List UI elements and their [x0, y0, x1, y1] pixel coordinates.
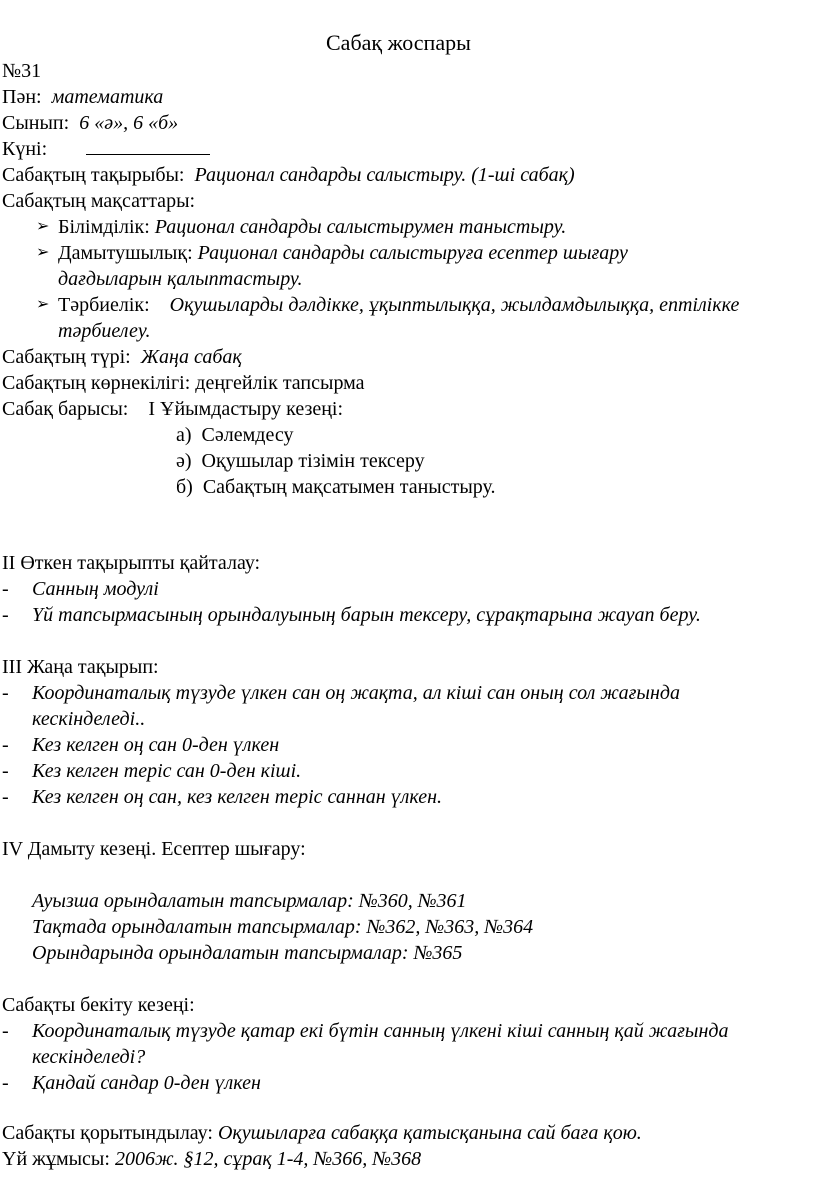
- list-item: Кез келген оң сан, кез келген теріс саннан үлкен.: [32, 786, 443, 808]
- list-marker: б): [176, 476, 193, 498]
- list-dash: -: [2, 604, 9, 626]
- list-item: Кез келген теріс сан 0-ден кіші.: [32, 760, 302, 782]
- lesson-number: №31: [2, 60, 42, 82]
- topic-value: Рационал сандарды салыстыру. (1-ші сабақ): [194, 164, 575, 186]
- subject-label: Пән:: [2, 86, 42, 108]
- homework-label: Үй жұмысы:: [2, 1148, 110, 1170]
- arrow-bullet-icon: ➢: [36, 218, 50, 235]
- list-dash: -: [2, 786, 9, 808]
- arrow-bullet-icon: ➢: [36, 244, 50, 261]
- homework-row: [2, 1146, 421, 1172]
- list-text: Сәлемдесу: [201, 424, 294, 446]
- grade-row: [2, 110, 178, 136]
- grade-value: 6 «ә», 6 «б»: [79, 112, 179, 134]
- list-dash: -: [2, 734, 9, 756]
- arrow-bullet-icon: ➢: [36, 296, 50, 313]
- goals-heading: Сабақтың мақсаттары:: [2, 190, 196, 212]
- list-item: Үй тапсырмасының орындалуының барын тексеру, сұрақтарына жауап беру.: [32, 604, 701, 626]
- task-line: Ауызша орындалатын тапсырмалар: №360, №361: [32, 890, 467, 912]
- homework-value: 2006ж. §12, сұрақ 1-4, №366, №368: [114, 1148, 422, 1170]
- visuals-row: [2, 370, 365, 396]
- date-blank-line: [86, 136, 210, 155]
- visuals-label: Сабақтың көрнекілігі:: [2, 372, 191, 394]
- list-item-cont: кескінделеді?: [32, 1046, 146, 1068]
- list-dash: -: [2, 1072, 9, 1094]
- lesson-type-row: [2, 344, 242, 370]
- list-marker: ә): [176, 450, 192, 472]
- section4-heading: IV Дамыту кезеңі. Есептер шығару:: [2, 838, 306, 860]
- topic-row: [2, 162, 575, 188]
- summary-value: Оқушыларға сабаққа қатысқанына сай баға қою.: [217, 1122, 642, 1144]
- task-line: Тақтада орындалатын тапсырмалар: №362, №363, №364: [32, 916, 534, 938]
- list-dash: -: [2, 578, 9, 600]
- subject-value: математика: [51, 86, 164, 108]
- date-label: Күні:: [2, 138, 48, 160]
- task-line: Орындарында орындалатын тапсырмалар: №365: [32, 942, 463, 964]
- list-item: Санның модулі: [32, 578, 159, 600]
- section2-heading: II Өткен тақырыпты қайталау:: [2, 552, 261, 574]
- list-dash: -: [2, 1020, 9, 1042]
- goal-upbringing-text-cont: тәрбиелеу.: [58, 320, 151, 342]
- goal-upbringing-text: Оқушыларды дәлдікке, ұқыптылыққа, жылдамдылыққа, ептілікке: [169, 294, 740, 316]
- list-item-cont: кескінделеді..: [32, 708, 146, 730]
- goal-development-label: Дамытушылық:: [58, 242, 193, 264]
- goal-knowledge-label: Білімділік:: [58, 216, 150, 238]
- visuals-value: деңгейлік тапсырма: [195, 372, 365, 394]
- goal-knowledge: [58, 214, 566, 240]
- progress-label: Сабақ барысы:: [2, 398, 129, 420]
- list-item: Кез келген оң сан 0-ден үлкен: [32, 734, 280, 756]
- stage1-heading: I Ұйымдастыру кезеңі:: [148, 398, 344, 420]
- goal-development-text-cont: дағдыларын қалыптастыру.: [58, 268, 303, 290]
- consolidation-heading: Сабақты бекіту кезеңі:: [2, 994, 195, 1016]
- lesson-type-label: Сабақтың түрі:: [2, 346, 131, 368]
- list-item: [176, 422, 293, 448]
- list-dash: -: [2, 760, 9, 782]
- list-marker: а): [176, 424, 192, 446]
- list-dash: -: [2, 682, 9, 704]
- goal-upbringing: [58, 292, 739, 318]
- list-item: Координаталық түзуде үлкен сан оң жақта, ал кіші сан оның сол жағында: [32, 682, 681, 704]
- list-item: Қандай сандар 0-ден үлкен: [32, 1072, 261, 1094]
- summary-row: [2, 1120, 642, 1146]
- goal-development-text: Рационал сандарды салыстыруға есептер шығару: [197, 242, 628, 264]
- topic-label: Сабақтың тақырыбы:: [2, 164, 185, 186]
- page-title: Сабақ жоспары: [326, 30, 471, 55]
- subject-row: [2, 84, 163, 110]
- date-row: [2, 136, 210, 162]
- list-item: Координаталық түзуде қатар екі бүтін санның үлкені кіші санның қай жағында: [32, 1020, 729, 1042]
- goal-knowledge-text: Рационал сандарды салыстырумен таныстыру.: [154, 216, 567, 238]
- list-item: [176, 474, 496, 500]
- grade-label: Сынып:: [2, 112, 70, 134]
- list-item: [176, 448, 425, 474]
- progress-row: [2, 396, 343, 422]
- summary-label: Сабақты қорытындылау:: [2, 1122, 213, 1144]
- goal-development: [58, 240, 628, 266]
- list-text: Оқушылар тізімін тексеру: [201, 450, 425, 472]
- section3-heading: III Жаңа тақырып:: [2, 656, 159, 678]
- goal-upbringing-label: Тәрбиелік:: [58, 294, 150, 316]
- lesson-type-value: Жаңа сабақ: [140, 346, 242, 368]
- list-text: Сабақтың мақсатымен таныстыру.: [202, 476, 496, 498]
